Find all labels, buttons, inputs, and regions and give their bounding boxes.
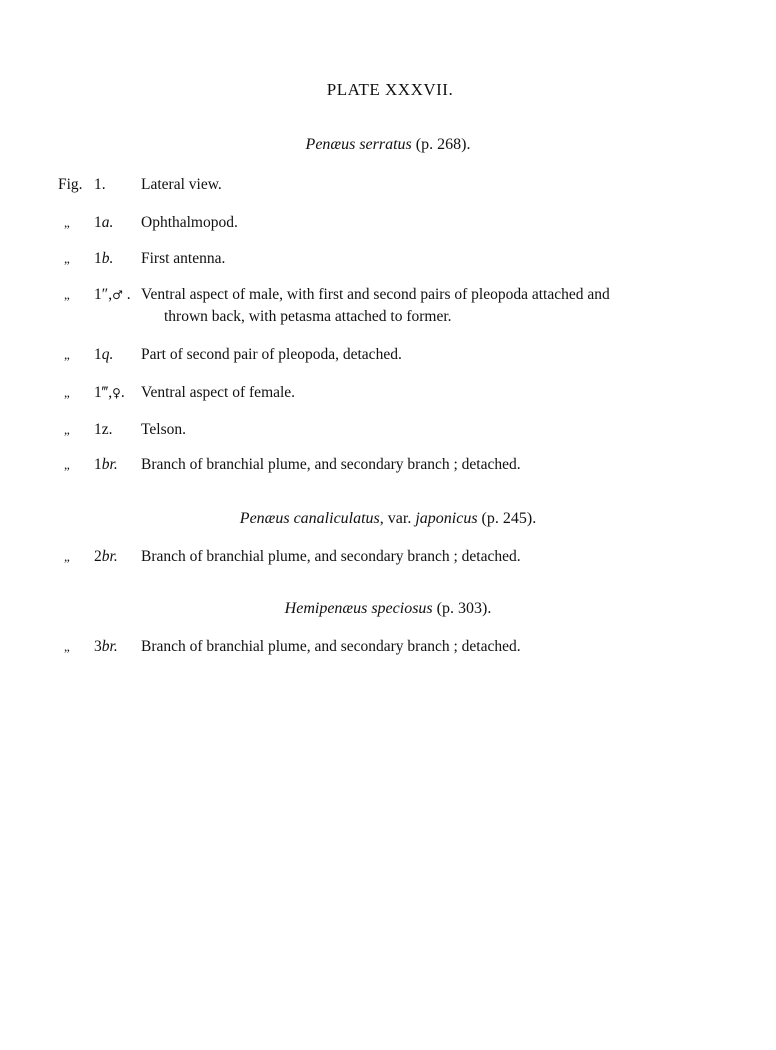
figure-description: Ophthalmopod. (141, 214, 238, 231)
species-heading-penaeus-canaliculatus (0, 510, 776, 528)
ditto-mark: „ (64, 287, 70, 302)
page-reference: (p. 268). (415, 136, 471, 153)
ditto-mark: „ (64, 457, 70, 472)
plate-title: PLATE XXXVII. (326, 80, 454, 99)
figure-number: 1q. (94, 346, 114, 363)
ditto-mark: „ (64, 549, 70, 564)
ditto-mark: „ (64, 251, 70, 266)
ditto-mark: „ (64, 347, 70, 362)
figure-description: Ventral aspect of female. (141, 384, 296, 401)
figure-description: Branch of branchial plume, and secondary branch ; detached. (141, 638, 521, 655)
figure-description: Telson. (141, 421, 186, 438)
figure-number: 1z. (94, 421, 113, 438)
figure-prefix: Fig. (58, 176, 83, 193)
figure-description: Branch of branchial plume, and secondary branch ; detached. (141, 456, 521, 473)
page-reference: (p. 245). (481, 510, 537, 527)
figure-number: 1‴,♀. (94, 384, 125, 401)
figure-description: First antenna. (141, 250, 226, 267)
male-symbol-icon: ♂ (112, 288, 123, 302)
figure-description: Lateral view. (141, 176, 222, 193)
figure-number: 3br. (94, 638, 118, 655)
ditto-mark: „ (64, 385, 70, 400)
page-reference: (p. 303). (436, 600, 492, 617)
species-name: Penæus canaliculatus (239, 510, 380, 527)
species-name: Penæus serratus (305, 136, 412, 153)
figure-description: Branch of branchial plume, and secondary branch ; detached. (141, 548, 521, 565)
ditto-mark: „ (64, 422, 70, 437)
figure-description: Part of second pair of pleopoda, detached. (141, 346, 402, 363)
figure-number: 1″,♂ . (94, 286, 131, 303)
ditto-mark: „ (64, 639, 70, 654)
figure-number: 1. (94, 176, 106, 193)
species-heading-hemipenaeus-speciosus (0, 600, 776, 618)
variety-label: , var. (379, 510, 416, 527)
species-heading-penaeus-serratus (0, 136, 776, 154)
figure-description: Ventral aspect of male, with first and second pairs of pleopoda attached and (141, 286, 610, 303)
female-symbol-icon: ♀ (112, 386, 121, 400)
figure-number: 2br. (94, 548, 118, 565)
figure-number: 1br. (94, 456, 118, 473)
ditto-mark: „ (64, 215, 70, 230)
figure-number: 1a. (94, 214, 114, 231)
figure-number: 1b. (94, 250, 114, 267)
figure-description-continued: thrown back, with petasma attached to former. (164, 308, 452, 325)
species-name: Hemipenæus speciosus (284, 600, 433, 617)
variety-name: japonicus (415, 510, 478, 527)
